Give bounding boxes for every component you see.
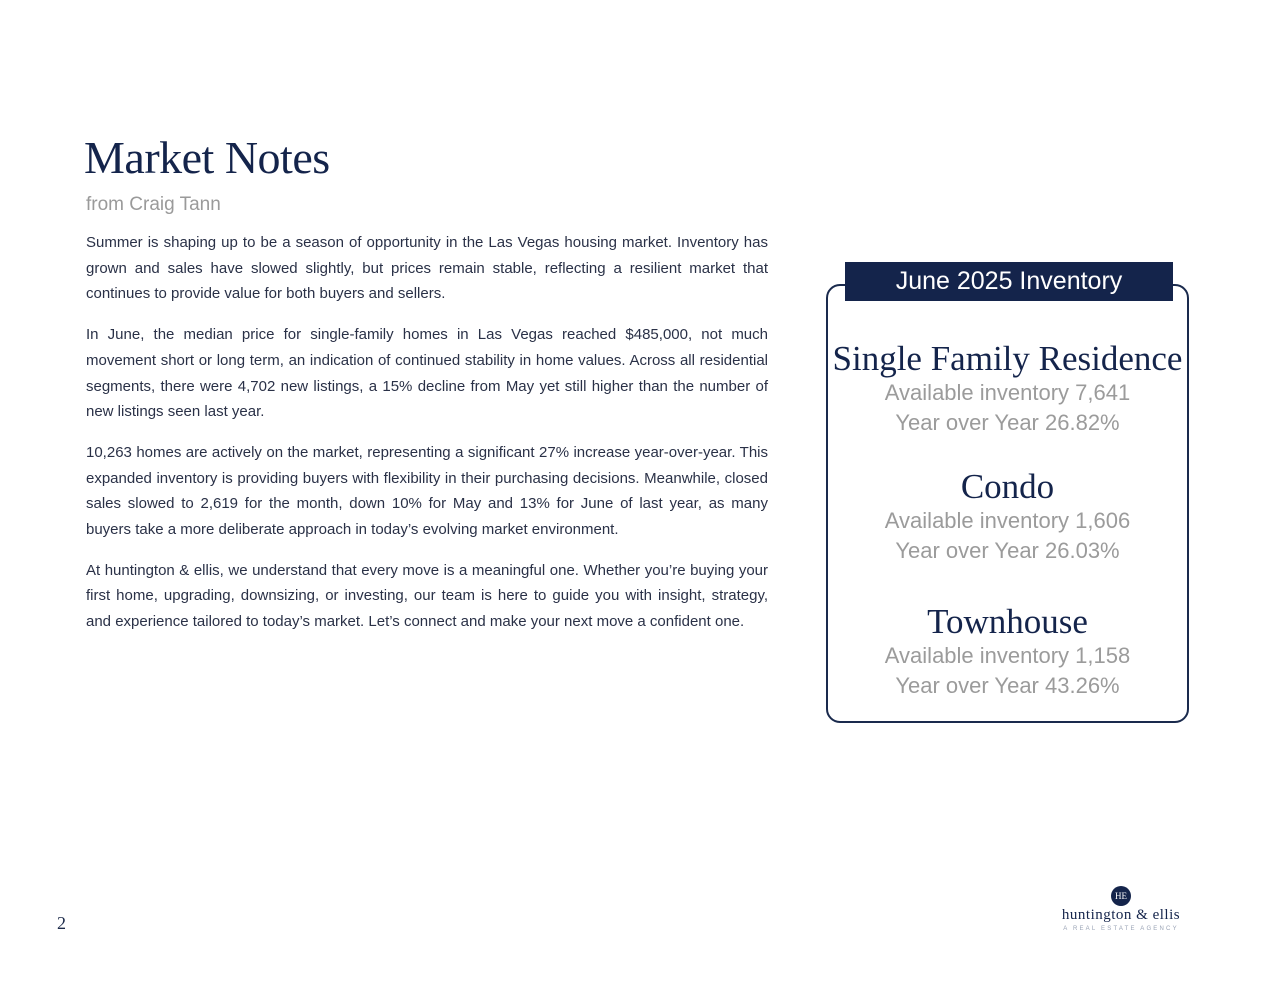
body-paragraph: In June, the median price for single-family homes in Las Vegas reached $485,000, not much movement short or long term, an indication of continued stability in home values. Across all residential segments, there were 4,702 new listings, a 15% decline from May yet still higher than the number of new listings seen last year. bbox=[86, 326, 768, 421]
logo-name: huntington & ellis bbox=[1061, 907, 1181, 923]
inventory-yoy: Year over Year 26.03% bbox=[895, 538, 1120, 563]
inventory-yoy: Year over Year 26.82% bbox=[895, 410, 1120, 435]
company-logo bbox=[1046, 886, 1196, 932]
market-notes-body bbox=[86, 230, 768, 650]
body-paragraph: 10,263 homes are actively on the market, representing a significant 27% increase year-over-year. This expanded inventory is providing buyers with flexibility in their purchasing decisions. Meanwhile, closed sales slowed to 2,619 for the month, down 10% for May and 13% for June of last year, as many buyers take a more deliberate approach in today’s evolving market environment. bbox=[86, 443, 768, 539]
inventory-yoy: Year over Year 43.26% bbox=[895, 673, 1120, 698]
page-subtitle: from Craig Tann bbox=[86, 194, 221, 215]
body-paragraph: At huntington & ellis, we understand that every move is a meaningful one. Whether you’re buying your first home, upgrading, downsizing, or investing, our team is here to guide you with insight, strategy, and experience tailored to today’s market. Let’s connect and make your next move a confident one. bbox=[86, 561, 768, 631]
inventory-item-condo bbox=[826, 468, 1189, 566]
inventory-available: Available inventory 1,606 bbox=[884, 508, 1131, 533]
logo-tagline: A REAL ESTATE AGENCY bbox=[1063, 926, 1179, 932]
inventory-available: Available inventory 7,641 bbox=[884, 380, 1131, 405]
inventory-item-name: Single Family Residence bbox=[832, 339, 1183, 378]
inventory-header: June 2025 Inventory bbox=[845, 262, 1173, 301]
logo-monogram-icon: HE bbox=[1111, 886, 1131, 906]
body-paragraph: Summer is shaping up to be a season of opportunity in the Las Vegas housing market. Inventory has grown and sales have slowed slightly, but prices remain stable, reflecting a resilient market that continues to provide value for both buyers and sellers. bbox=[86, 234, 768, 303]
inventory-item-townhouse bbox=[826, 603, 1189, 701]
inventory-item-name: Condo bbox=[960, 467, 1055, 506]
page-title: Market Notes bbox=[84, 132, 330, 183]
inventory-item-name: Townhouse bbox=[927, 602, 1088, 641]
inventory-item-single-family bbox=[826, 340, 1189, 438]
page-number: 2 bbox=[57, 913, 66, 933]
inventory-available: Available inventory 1,158 bbox=[884, 643, 1131, 668]
